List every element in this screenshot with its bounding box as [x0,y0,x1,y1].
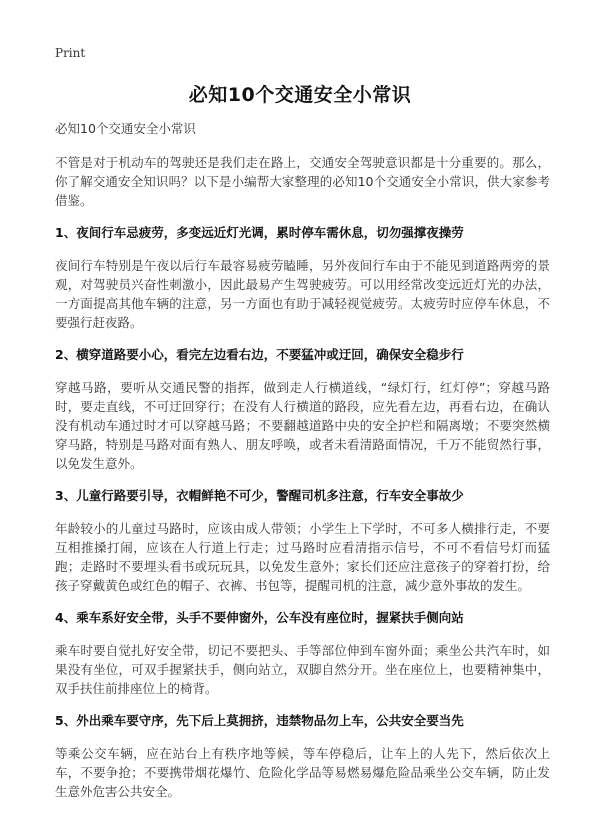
print-link[interactable]: Print [55,46,86,60]
section-body-5: 等乘公交车辆，应在站台上有秩序地等候，等车停稳后，让车上的人先下，然后依次上车，不要争抢；不要携带烟花爆竹、危险化学品等易燃易爆危险品乘坐公交车辆，防止发生意外危害公共安全。 [55,746,550,799]
page-title: 必知10个交通安全小常识 [188,84,412,106]
section-body-1: 夜间行车特别是午夜以后行车最容易疲劳瞌睡，另外夜间行车由于不能见到道路两旁的景观，对驾驶员兴奋性刺激小，因此最易产生驾驶疲劳。可以用经常改变远近灯光的办法，一方面提高其他车辆的注意，另一方面也有助于减轻视觉疲劳。太疲劳时应停车休息，不要强行赶夜路。 [55,258,550,330]
section-heading-4: 4、乘车系好安全带，头手不要伸窗外，公车没有座位时，握紧扶手侧向站 [55,610,464,625]
section-heading-5: 5、外出乘车要守序，先下后上莫拥挤，违禁物品勿上车，公共安全要当先 [55,713,464,728]
article-subtitle: 必知10个交通安全小常识 [55,121,196,136]
section-body-2: 穿越马路，要听从交通民警的指挥，做到走人行横道线，“绿灯行，红灯停”；穿越马路时，要走直线，不可迂回穿行；在没有人行横道的路段，应先看左边，再看右边，在确认没有机动车通过时才可以穿越马路；不要翻越道路中央的安全护栏和隔离墩；不要突然横穿马路，特别是马路对面有熟人、朋友呼唤，或者未看清路面情况，千万不能贸然行事，以免发生意外。 [55,380,550,471]
section-body-4: 乘车时要自觉扎好安全带，切记不要把头、手等部位伸到车窗外面；乘坐公共汽车时，如果没有坐位，可双手握紧扶手，侧向站立，双脚自然分开。坐在座位上，也要精神集中，双手扶住前排座位上的椅背。 [55,643,550,696]
article-body [55,120,550,815]
section-heading-3: 3、儿童行路要引导，衣帽鲜艳不可少，警醒司机多注意，行车安全事故少 [55,488,464,503]
section-heading-1: 1、夜间行车忌疲劳，多变远近灯光调，累时停车需休息，切勿强撑夜操劳 [55,225,464,240]
intro-paragraph: 不管是对于机动车的驾驶还是我们走在路上，交通安全驾驶意识都是十分重要的。那么，你了解交通安全知识吗？以下是小编帮大家整理的必知10个交通安全小常识，供大家参考借鉴。 [55,155,550,208]
section-body-3: 年龄较小的儿童过马路时，应该由成人带领；小学生上下学时，不可多人横排行走，不要互相推搡打闹，应该在人行道上行走；过马路时应看清指示信号，不可不看信号灯而猛跑；走路时不要埋头看书或玩玩具，以免发生意外；家长们还应注意孩子的穿着打扮，给孩子穿戴黄色或红色的帽子、衣裤、书包等，提醒司机的注意，减少意外事故的发生。 [55,521,550,593]
section-heading-2: 2、横穿道路要小心，看完左边看右边，不要猛冲或迂回，确保安全稳步行 [55,347,464,362]
